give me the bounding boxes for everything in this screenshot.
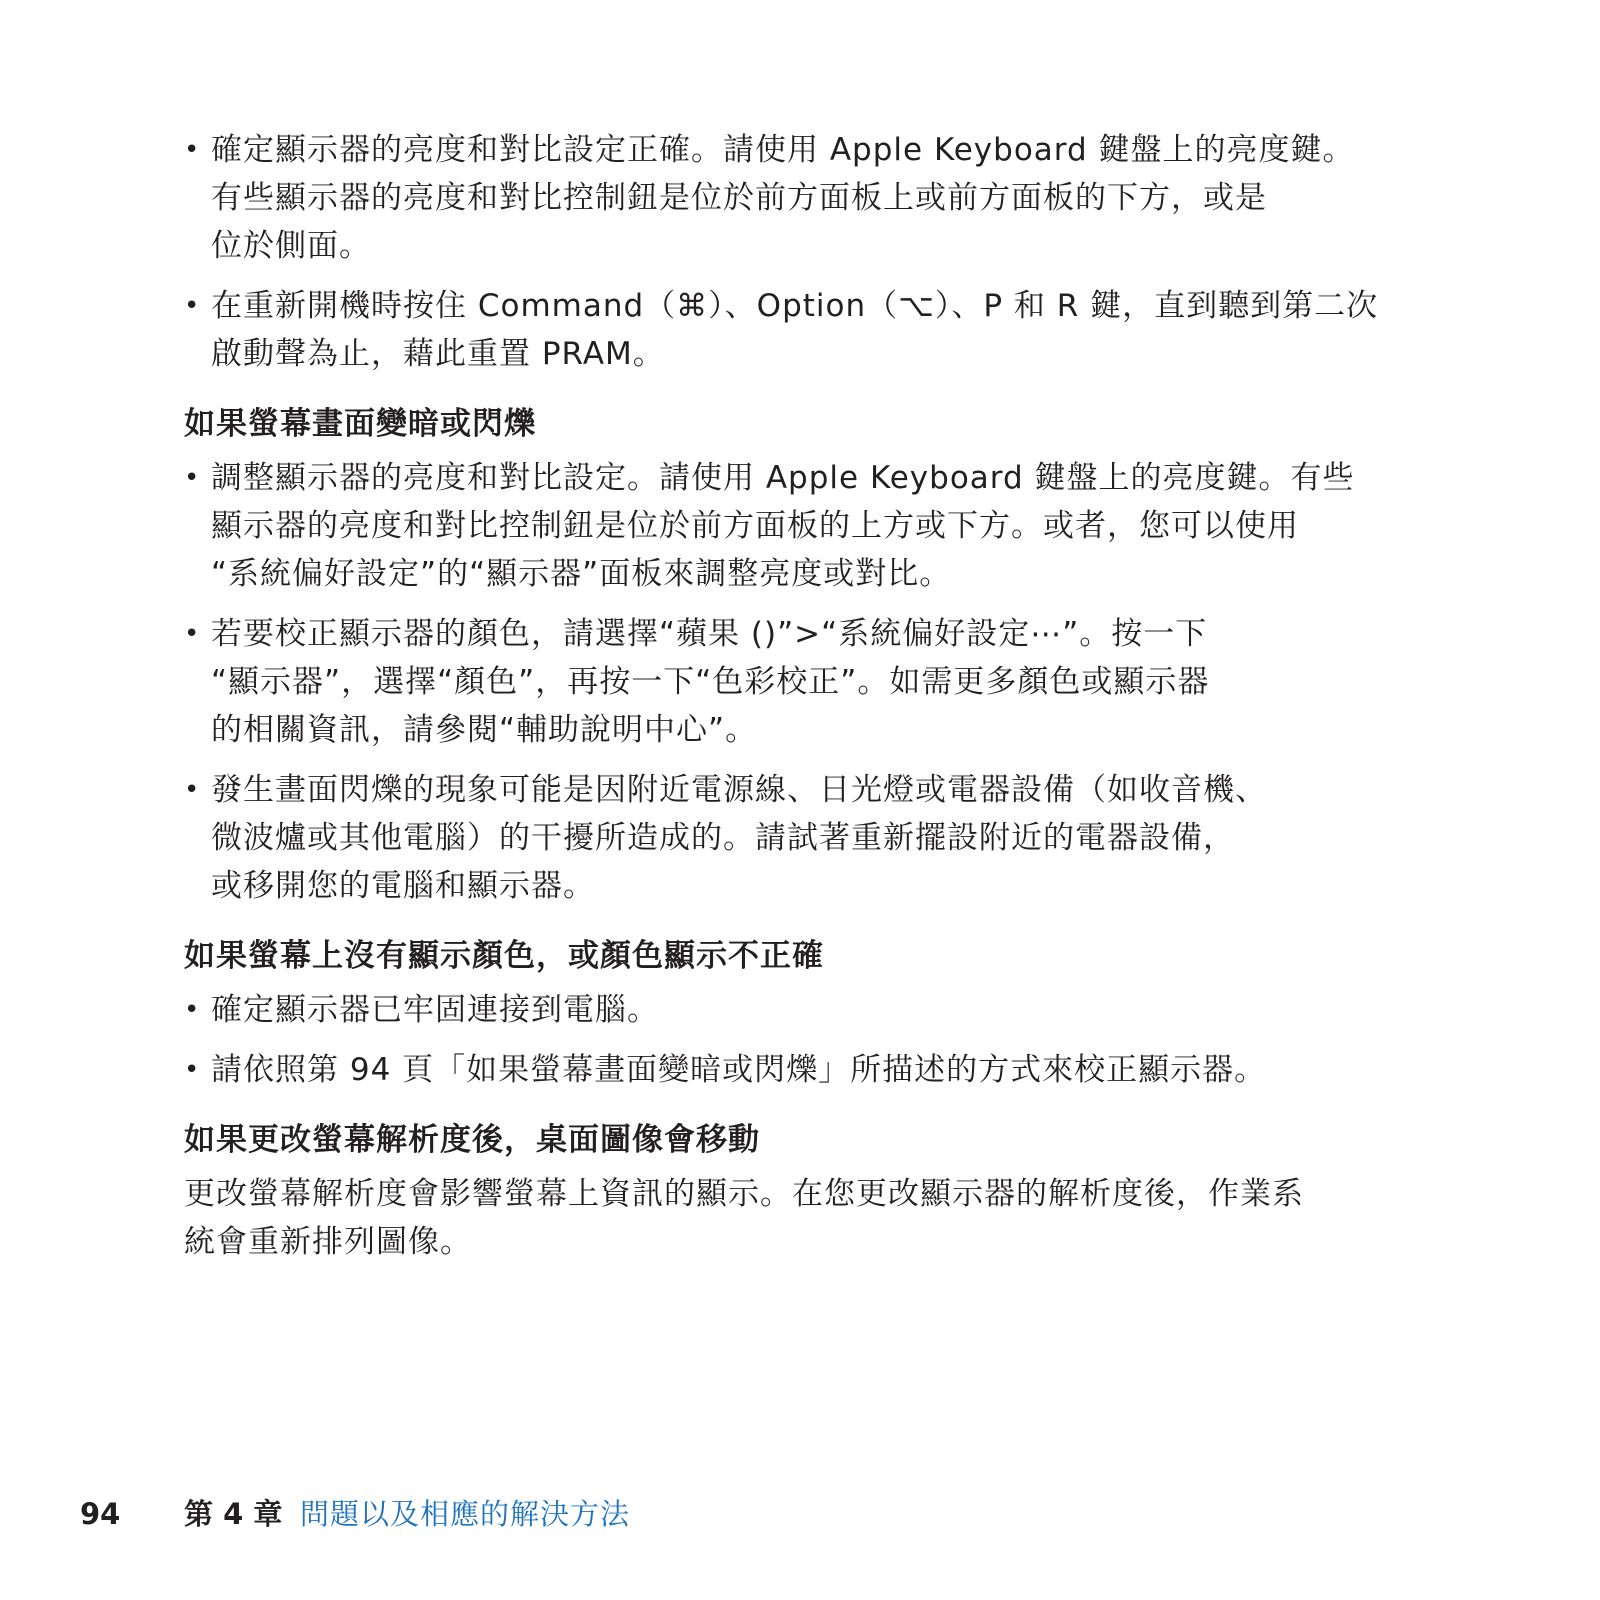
- text-line: • 確定顯示器已牢固連接到電腦。: [211, 992, 659, 1028]
- chapter-label: 第 4 章: [184, 1497, 283, 1531]
- dim-bullet-list: [184, 454, 1480, 910]
- heading-resolution-change: 如果更改螢幕解析度後，桌面圖像會移動: [184, 1122, 760, 1158]
- text-line: 的相關資訊，請參閱“輔助說明中心”。: [211, 712, 758, 748]
- bullet-adjust-brightness: [184, 454, 1480, 598]
- text-line: 微波爐或其他電腦）的干擾所造成的。請試著重新擺設附近的電器設備，: [211, 820, 1235, 856]
- color-bullet-list: [184, 986, 1480, 1094]
- page-content: [184, 126, 1480, 1266]
- bullet-reset-pram: [184, 282, 1480, 378]
- text-line: • 若要校正顯示器的顏色，請選擇“蘋果 ()”>“系統偏好設定⋯”。按一下: [211, 616, 1208, 652]
- text-line: “顯示器”，選擇“顏色”，再按一下“色彩校正”。如需更多顏色或顯示器: [211, 664, 1210, 700]
- text-line: 位於側面。: [211, 228, 371, 264]
- text-line: 啟動聲為止，藉此重置 PRAM。: [211, 336, 665, 372]
- page-footer: [0, 1490, 1600, 1538]
- chapter-title-link[interactable]: 問題以及相應的解決方法: [300, 1497, 631, 1531]
- intro-bullet-list: [184, 126, 1480, 378]
- page-number: 94: [80, 1497, 121, 1531]
- heading-screen-dim: 如果螢幕畫面變暗或閃爍: [184, 406, 536, 442]
- bullet-calibrate-color: [184, 610, 1480, 754]
- text-line: • 發生畫面閃爍的現象可能是因附近電源線、日光燈或電器設備（如收音機、: [211, 772, 1267, 808]
- heading-no-color: 如果螢幕上沒有顯示顏色，或顏色顯示不正確: [184, 938, 824, 974]
- text-line: “系統偏好設定”的“顯示器”面板來調整亮度或對比。: [211, 556, 952, 592]
- text-line: • 在重新開機時按住 Command（⌘）、Option（⌥）、P 和 R 鍵，直到聽到第二次: [211, 288, 1379, 324]
- text-line: 統會重新排列圖像。: [184, 1224, 472, 1260]
- resolution-paragraph: [184, 1170, 1480, 1266]
- text-line: • 確定顯示器的亮度和對比設定正確。請使用 Apple Keyboard 鍵盤上的亮度鍵。: [211, 132, 1355, 168]
- bullet-calibrate-reference: [184, 1046, 1480, 1094]
- text-line: 有些顯示器的亮度和對比控制鈕是位於前方面板上或前方面板的下方，或是: [211, 180, 1267, 216]
- text-line: • 請依照第 94 頁「如果螢幕畫面變暗或閃爍」所描述的方式來校正顯示器。: [211, 1052, 1267, 1088]
- bullet-check-connection: [184, 986, 1480, 1034]
- text-line: 顯示器的亮度和對比控制鈕是位於前方面板的上方或下方。或者，您可以使用: [211, 508, 1299, 544]
- bullet-check-brightness: [184, 126, 1480, 270]
- bullet-flicker-interference: [184, 766, 1480, 910]
- text-line: 或移開您的電腦和顯示器。: [211, 868, 595, 904]
- text-line: 更改螢幕解析度會影響螢幕上資訊的顯示。在您更改顯示器的解析度後，作業系: [184, 1176, 1304, 1212]
- text-line: • 調整顯示器的亮度和對比設定。請使用 Apple Keyboard 鍵盤上的亮度鍵。有些: [211, 460, 1355, 496]
